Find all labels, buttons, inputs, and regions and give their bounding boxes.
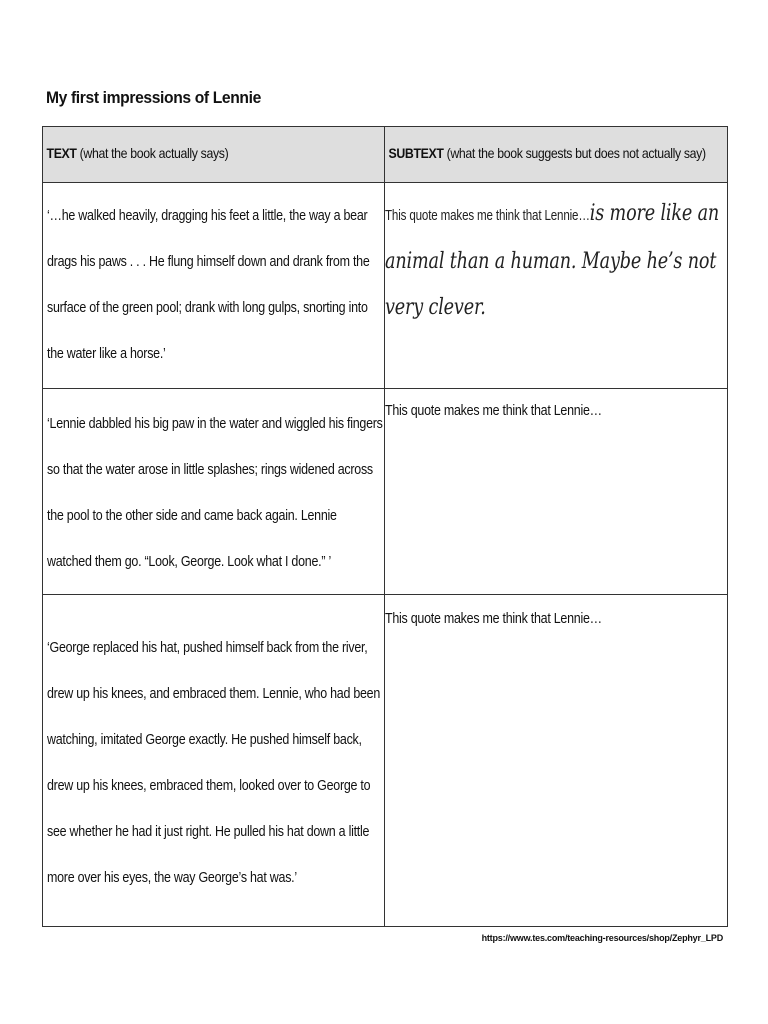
quote-cell xyxy=(43,595,385,927)
header-text-label: TEXT xyxy=(46,145,77,161)
subtext-cell[interactable] xyxy=(385,595,728,927)
subtext-cell[interactable] xyxy=(385,389,728,595)
quote-line: more over his eyes, the way George’s hat was.’ xyxy=(47,870,297,886)
header-subtext-label: SUBTEXT xyxy=(388,145,444,161)
quote-line: watching, imitated George exactly. He pushed himself back, xyxy=(47,732,362,748)
quote-line: watched them go. “Look, George. Look what I done.” ’ xyxy=(47,554,331,570)
quote-cell xyxy=(43,389,385,595)
table-header-row xyxy=(43,127,728,183)
quote-line: see whether he had it just right. He pulled his hat down a little xyxy=(47,824,370,840)
quote-line: drew up his knees, and embraced them. Lennie, who had been xyxy=(47,686,381,702)
quote-line: the water like a horse.’ xyxy=(47,346,166,362)
impressions-table xyxy=(42,126,728,927)
subtext-cell[interactable] xyxy=(385,183,728,389)
header-subtext-column xyxy=(385,127,728,183)
quote-line: ‘Lennie dabbled his big paw in the water and wiggled his fingers xyxy=(47,416,383,432)
subtext-prompt: This quote makes me think that Lennie… xyxy=(385,403,602,419)
quote-line: surface of the green pool; drank with long gulps, snorting into xyxy=(47,300,368,316)
source-url[interactable]: https://www.tes.com/teaching-resources/shop/Zephyr_LPD xyxy=(481,933,723,943)
table-row xyxy=(43,595,728,927)
quote-line: the pool to the other side and came back again. Lennie xyxy=(47,508,337,524)
table-row xyxy=(43,389,728,595)
handwritten-answer-line: is more like an xyxy=(589,201,720,226)
quote-line: drags his paws . . . He flung himself down and drank from the xyxy=(47,254,370,270)
subtext-prompt: This quote makes me think that Lennie… xyxy=(385,208,590,224)
subtext-prompt: This quote makes me think that Lennie… xyxy=(385,611,602,627)
quote-line: drew up his knees, embraced them, looked over to George to xyxy=(47,778,371,794)
header-text-column xyxy=(43,127,385,183)
quote-line: so that the water arose in little splashes; rings widened across xyxy=(47,462,373,478)
handwritten-answer-line: very clever. xyxy=(385,295,486,320)
header-text-description: (what the book actually says) xyxy=(76,145,229,161)
table-row xyxy=(43,183,728,389)
page-title: My first impressions of Lennie xyxy=(46,88,261,107)
quote-line: ‘George replaced his hat, pushed himself back from the river, xyxy=(47,640,368,656)
header-subtext-description: (what the book suggests but does not actually say) xyxy=(443,145,706,161)
quote-cell xyxy=(43,183,385,389)
quote-line: ‘…he walked heavily, dragging his feet a little, the way a bear xyxy=(47,208,368,224)
handwritten-answer-line: animal than a human. Maybe he’s not xyxy=(385,249,717,274)
